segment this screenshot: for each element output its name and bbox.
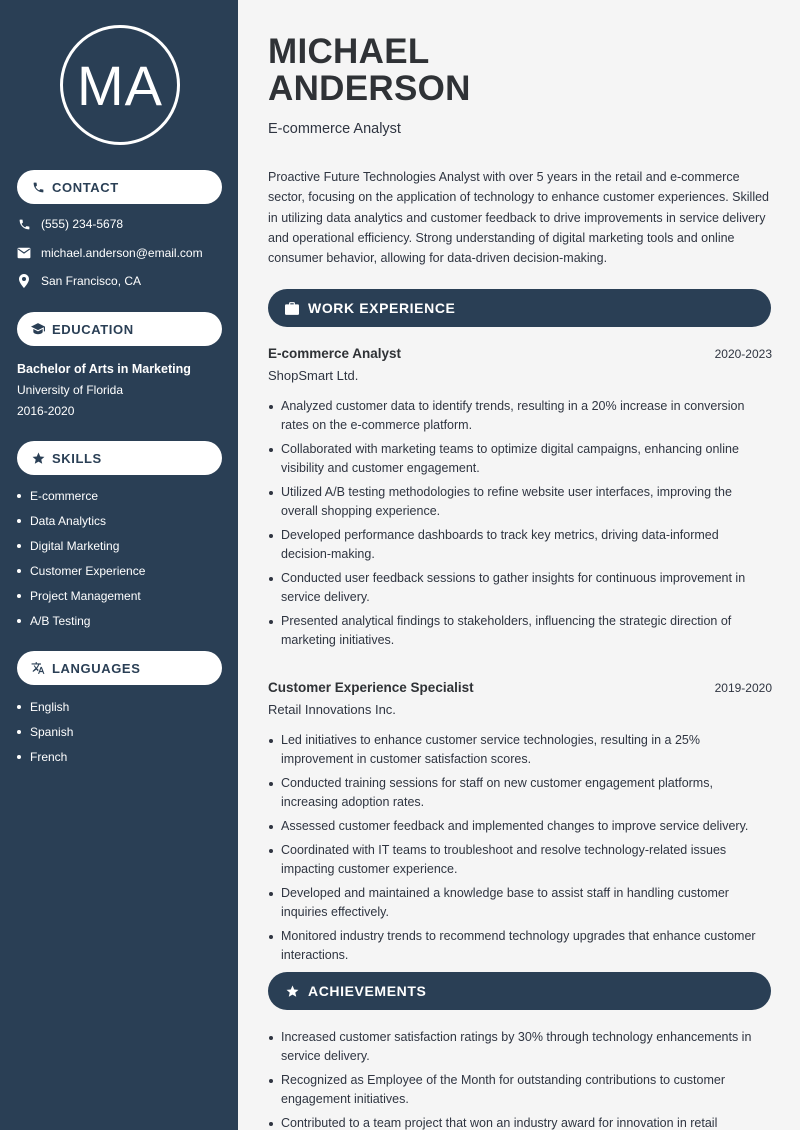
job-bullet: Coordinated with IT teams to troubleshoot and resolve technology-related issues impacting customer experience. — [268, 841, 772, 879]
achievement-item: Contributed to a team project that won an industry award for innovation in retail — [268, 1114, 772, 1130]
job-bullet: Conducted user feedback sessions to gather insights for continuous improvement in service delivery. — [268, 569, 772, 607]
education-degree: Bachelor of Arts in Marketing — [17, 362, 191, 376]
achievements-list — [268, 1028, 772, 1130]
job-role: Customer Experience Specialist — [268, 680, 474, 695]
contact-phone-text: (555) 234-5678 — [41, 217, 124, 231]
monogram-avatar — [60, 25, 180, 145]
star-icon — [31, 451, 45, 465]
sidebar — [0, 0, 238, 1130]
job-bullet: Developed and maintained a knowledge base to assist staff in handling customer inquiries effectively. — [268, 884, 772, 922]
achievements-section — [268, 1014, 772, 1130]
languages-heading-label: LANGUAGES — [52, 660, 141, 676]
skill-item: Digital Marketing — [17, 533, 145, 558]
contact-heading-label: CONTACT — [52, 179, 119, 195]
achievements-heading — [268, 972, 771, 1010]
map-pin-icon — [17, 274, 31, 288]
contact-location — [17, 274, 141, 288]
phone-icon — [17, 217, 31, 231]
name-last: ANDERSON — [268, 69, 471, 108]
job-bullet: Monitored industry trends to recommend technology upgrades that enhance customer interactions. — [268, 927, 772, 965]
language-item: English — [17, 694, 73, 719]
achievement-item: Increased customer satisfaction ratings by 30% through technology enhancements in service delivery. — [268, 1028, 772, 1066]
education-school: University of Florida — [17, 383, 124, 397]
profile-summary: Proactive Future Technologies Analyst with over 5 years in the retail and e-commerce sector, focusing on the application of technology to enhance customer experiences. Skilled in utilizing data analytics and customer feedback to drive improvements in service delivery and operational efficiency. Strong understanding of digital marketing tools and online consumer behavior, allowing for data-driven decision-making. — [268, 170, 770, 266]
education-heading-label: EDUCATION — [52, 321, 134, 337]
job-bullet: Assessed customer feedback and implemented changes to improve service delivery. — [268, 817, 772, 836]
job-dates: 2020-2023 — [714, 347, 772, 361]
languages-list — [17, 694, 73, 769]
job-bullets — [268, 397, 772, 650]
skill-item: A/B Testing — [17, 608, 145, 633]
job-bullet: Led initiatives to enhance customer service technologies, resulting in a 25% improvement in customer satisfaction scores. — [268, 731, 772, 769]
skills-heading — [17, 441, 222, 475]
education-heading — [17, 312, 222, 346]
achievement-item: Recognized as Employee of the Month for outstanding contributions to customer engagement initiatives. — [268, 1071, 772, 1109]
job-company: Retail Innovations Inc. — [268, 702, 396, 717]
job-bullets — [268, 731, 772, 965]
education-entry — [17, 359, 191, 422]
candidate-title: E-commerce Analyst — [268, 121, 401, 137]
skills-heading-label: SKILLS — [52, 450, 102, 466]
job-dates: 2019-2020 — [714, 681, 772, 695]
monogram-initials: MA — [77, 53, 163, 117]
candidate-name — [268, 33, 471, 107]
job-bullet: Developed performance dashboards to track key metrics, driving data-informed decision-making. — [268, 526, 772, 564]
job-entry — [268, 346, 772, 655]
job-bullet: Utilized A/B testing methodologies to refine website user interfaces, improving the overall shopping experience. — [268, 483, 772, 521]
job-entry — [268, 680, 772, 970]
name-first: MICHAEL — [268, 32, 430, 71]
contact-email-text[interactable]: michael.anderson@email.com — [41, 246, 203, 260]
skill-item: Data Analytics — [17, 508, 145, 533]
translate-icon — [31, 661, 45, 675]
education-years: 2016-2020 — [17, 404, 75, 418]
graduation-cap-icon — [31, 322, 45, 336]
skill-item: E-commerce — [17, 483, 145, 508]
star-icon — [285, 984, 299, 998]
job-bullet: Presented analytical findings to stakeholders, influencing the strategic direction of marketing initiatives. — [268, 612, 772, 650]
language-item: Spanish — [17, 719, 73, 744]
job-role: E-commerce Analyst — [268, 346, 402, 361]
job-bullet: Collaborated with marketing teams to optimize digital campaigns, enhancing online visibility and customer engagement. — [268, 440, 772, 478]
job-bullet: Conducted training sessions for staff on new customer engagement platforms, increasing adoption rates. — [268, 774, 772, 812]
achievements-heading-label: ACHIEVEMENTS — [308, 983, 427, 999]
work-experience-heading — [268, 289, 771, 327]
languages-heading — [17, 651, 222, 685]
language-item: French — [17, 744, 73, 769]
skill-item: Project Management — [17, 583, 145, 608]
job-company: ShopSmart Ltd. — [268, 368, 359, 383]
contact-email[interactable] — [17, 246, 203, 260]
contact-heading — [17, 170, 222, 204]
skill-item: Customer Experience — [17, 558, 145, 583]
briefcase-icon — [285, 301, 299, 315]
contact-location-text: San Francisco, CA — [41, 274, 142, 288]
job-bullet: Analyzed customer data to identify trends, resulting in a 20% increase in conversion rates on the e-commerce platform. — [268, 397, 772, 435]
work-experience-heading-label: WORK EXPERIENCE — [308, 300, 456, 316]
contact-phone — [17, 217, 123, 231]
skills-list — [17, 483, 145, 633]
mail-icon — [17, 246, 31, 260]
phone-icon — [31, 180, 45, 194]
